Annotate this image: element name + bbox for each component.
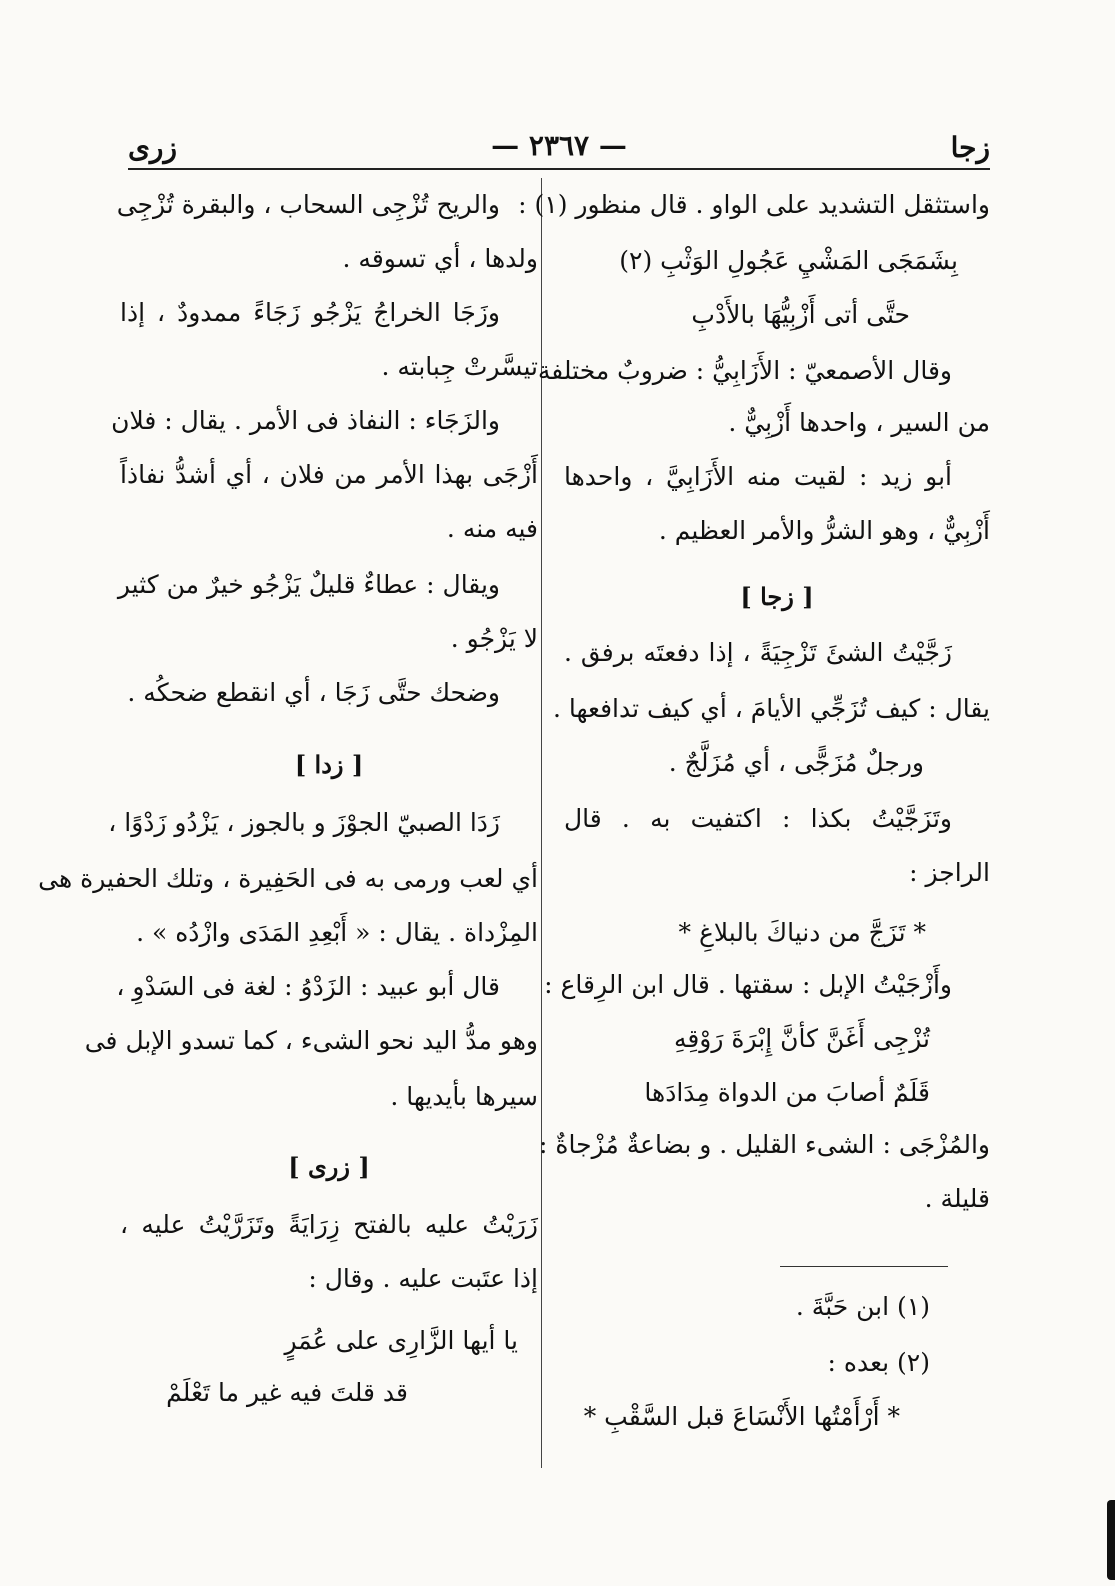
text-line: ويقال : عطاءٌ قليلٌ يَزْجُو خيرٌ من كثير — [117, 570, 500, 599]
header-catchword-left: زرى — [128, 131, 177, 164]
footnote-rule — [780, 1266, 948, 1267]
text-line: الراجز : — [909, 858, 990, 887]
text-line: زَجَّيْتُ الشئَ تَزْجِيَةً ، إذا دفعتَه برفق . — [564, 638, 952, 667]
footnote: * أَرْأَمْتُها الأَنْسَاعَ قبل السَّقْبِ * — [583, 1402, 900, 1431]
text-line: وهو مدُّ اليد نحو الشىء ، كما تسدو الإبل فى — [84, 1026, 538, 1055]
text-line: وزَجَا الخراجُ يَزْجُو زَجَاءً ممدودٌ ، إذا — [120, 298, 500, 327]
verse-line: * تَزَجَّ من دنياكَ بالبلاغِ * — [678, 918, 926, 947]
text-line: زَدَا الصبيّ الجوْزَ و بالجوز ، يَزْدُو زَدْوًا ، — [108, 808, 500, 837]
text-line: والريح تُزْجِى السحاب ، والبقرة تُزْجِى — [116, 190, 500, 219]
text-line: وأَزْجَيْتُ الإبل : سقتها . قال ابن الرِقاع : — [544, 970, 952, 999]
text-line: سيرها بأيديها . — [390, 1082, 538, 1111]
header-catchword-right: زجا — [950, 131, 990, 164]
header-rule — [128, 168, 990, 170]
text-line: واستثقل التشديد على الواو . قال منظور (١) : — [518, 190, 990, 219]
text-line: وتَزَجَّيْتُ بكذا : اكتفيت به . قال — [564, 804, 952, 833]
text-line: وضحك حتَّى زَجَا ، أي انقطع ضحكُه . — [127, 678, 500, 707]
text-line: قال أبو عبيد : الزَدْوُ : لغة فى السَدْوِ ، — [116, 972, 500, 1001]
text-line: المِزْداة . يقال : « أَبْعِدِ المَدَى وازْدُه » . — [136, 918, 538, 947]
text-line: والزَجَاء : النفاذ فى الأمر . يقال : فلان — [111, 406, 500, 435]
footnote: (١) ابن حَبَّةَ . — [795, 1292, 930, 1321]
text-line: تيسَّرتْ جِبابته . — [381, 352, 538, 381]
footnote: (٢) بعده : — [827, 1348, 930, 1377]
text-line: وقال الأصمعيّ : الأَزَابِيُّ : ضروبٌ مختلفة — [537, 356, 952, 385]
text-line: أَزْبِيٌّ ، وهو الشرُّ والأمر العظيم . — [658, 516, 990, 545]
text-line: أَزْجَى بهذا الأمر من فلان ، أي أشدُّ نفاذاً — [120, 460, 538, 489]
text-line: من السير ، واحدها أَزْبِيٌّ . — [728, 408, 990, 437]
verse-line: تُزْجِى أَغَنَّ كأنَّ إِبْرَةَ رَوْقِهِ — [673, 1024, 930, 1053]
text-line: والمُزْجَى : الشىء القليل . و بضاعةٌ مُزْجاةٌ : — [539, 1130, 990, 1159]
text-line: إذا عتَبت عليه . وقال : — [308, 1264, 538, 1293]
verse-line: قد قلتَ فيه غير ما تَعْلَمْ — [166, 1378, 408, 1407]
verse-line: قَلَمٌ أصابَ من الدواة مِدَادَها — [644, 1078, 930, 1107]
page-number: — ٢٣٦٧ — — [491, 129, 627, 162]
text-line: فيه منه . — [446, 514, 538, 543]
text-line: أبو زيد : لقيت منه الأَزَابِيَّ ، واحدها — [564, 462, 952, 491]
verse-line: بِشَمَجَى المَشْيِ عَجُولِ الوَثْبِ (٢) — [619, 246, 958, 275]
text-line: يقال : كيف تُزَجِّي الأيامَ ، أي كيف تدافعها . — [553, 694, 990, 723]
entry-heading: [ زرى ] — [288, 1152, 370, 1181]
text-line: أي لعب ورمى به فى الحَفِيرة ، وتلك الحفيرة هى — [38, 864, 538, 893]
entry-heading: [ زجا ] — [740, 582, 814, 611]
text-line: زَرَيْتُ عليه بالفتح زِرَايَةً وتَزَرَّيْتُ عليه ، — [120, 1210, 538, 1239]
entry-heading: [ زدا ] — [294, 750, 364, 779]
text-line: ورجلٌ مُزَجًّى ، أي مُزَلَّجٌ . — [668, 748, 924, 777]
text-line: ولدها ، أي تسوقه . — [342, 244, 538, 273]
text-line: لا يَزْجُو . — [450, 624, 538, 653]
verse-line: حتَّى أتى أَزْبِيُّهَا بالأَدْبِ — [691, 300, 910, 329]
binding-edge-mark — [1107, 1500, 1115, 1580]
page-header — [128, 125, 990, 165]
verse-line: يا أيها الزَّارِى على عُمَرٍ — [284, 1326, 518, 1355]
text-line: قليلة . — [924, 1184, 990, 1213]
